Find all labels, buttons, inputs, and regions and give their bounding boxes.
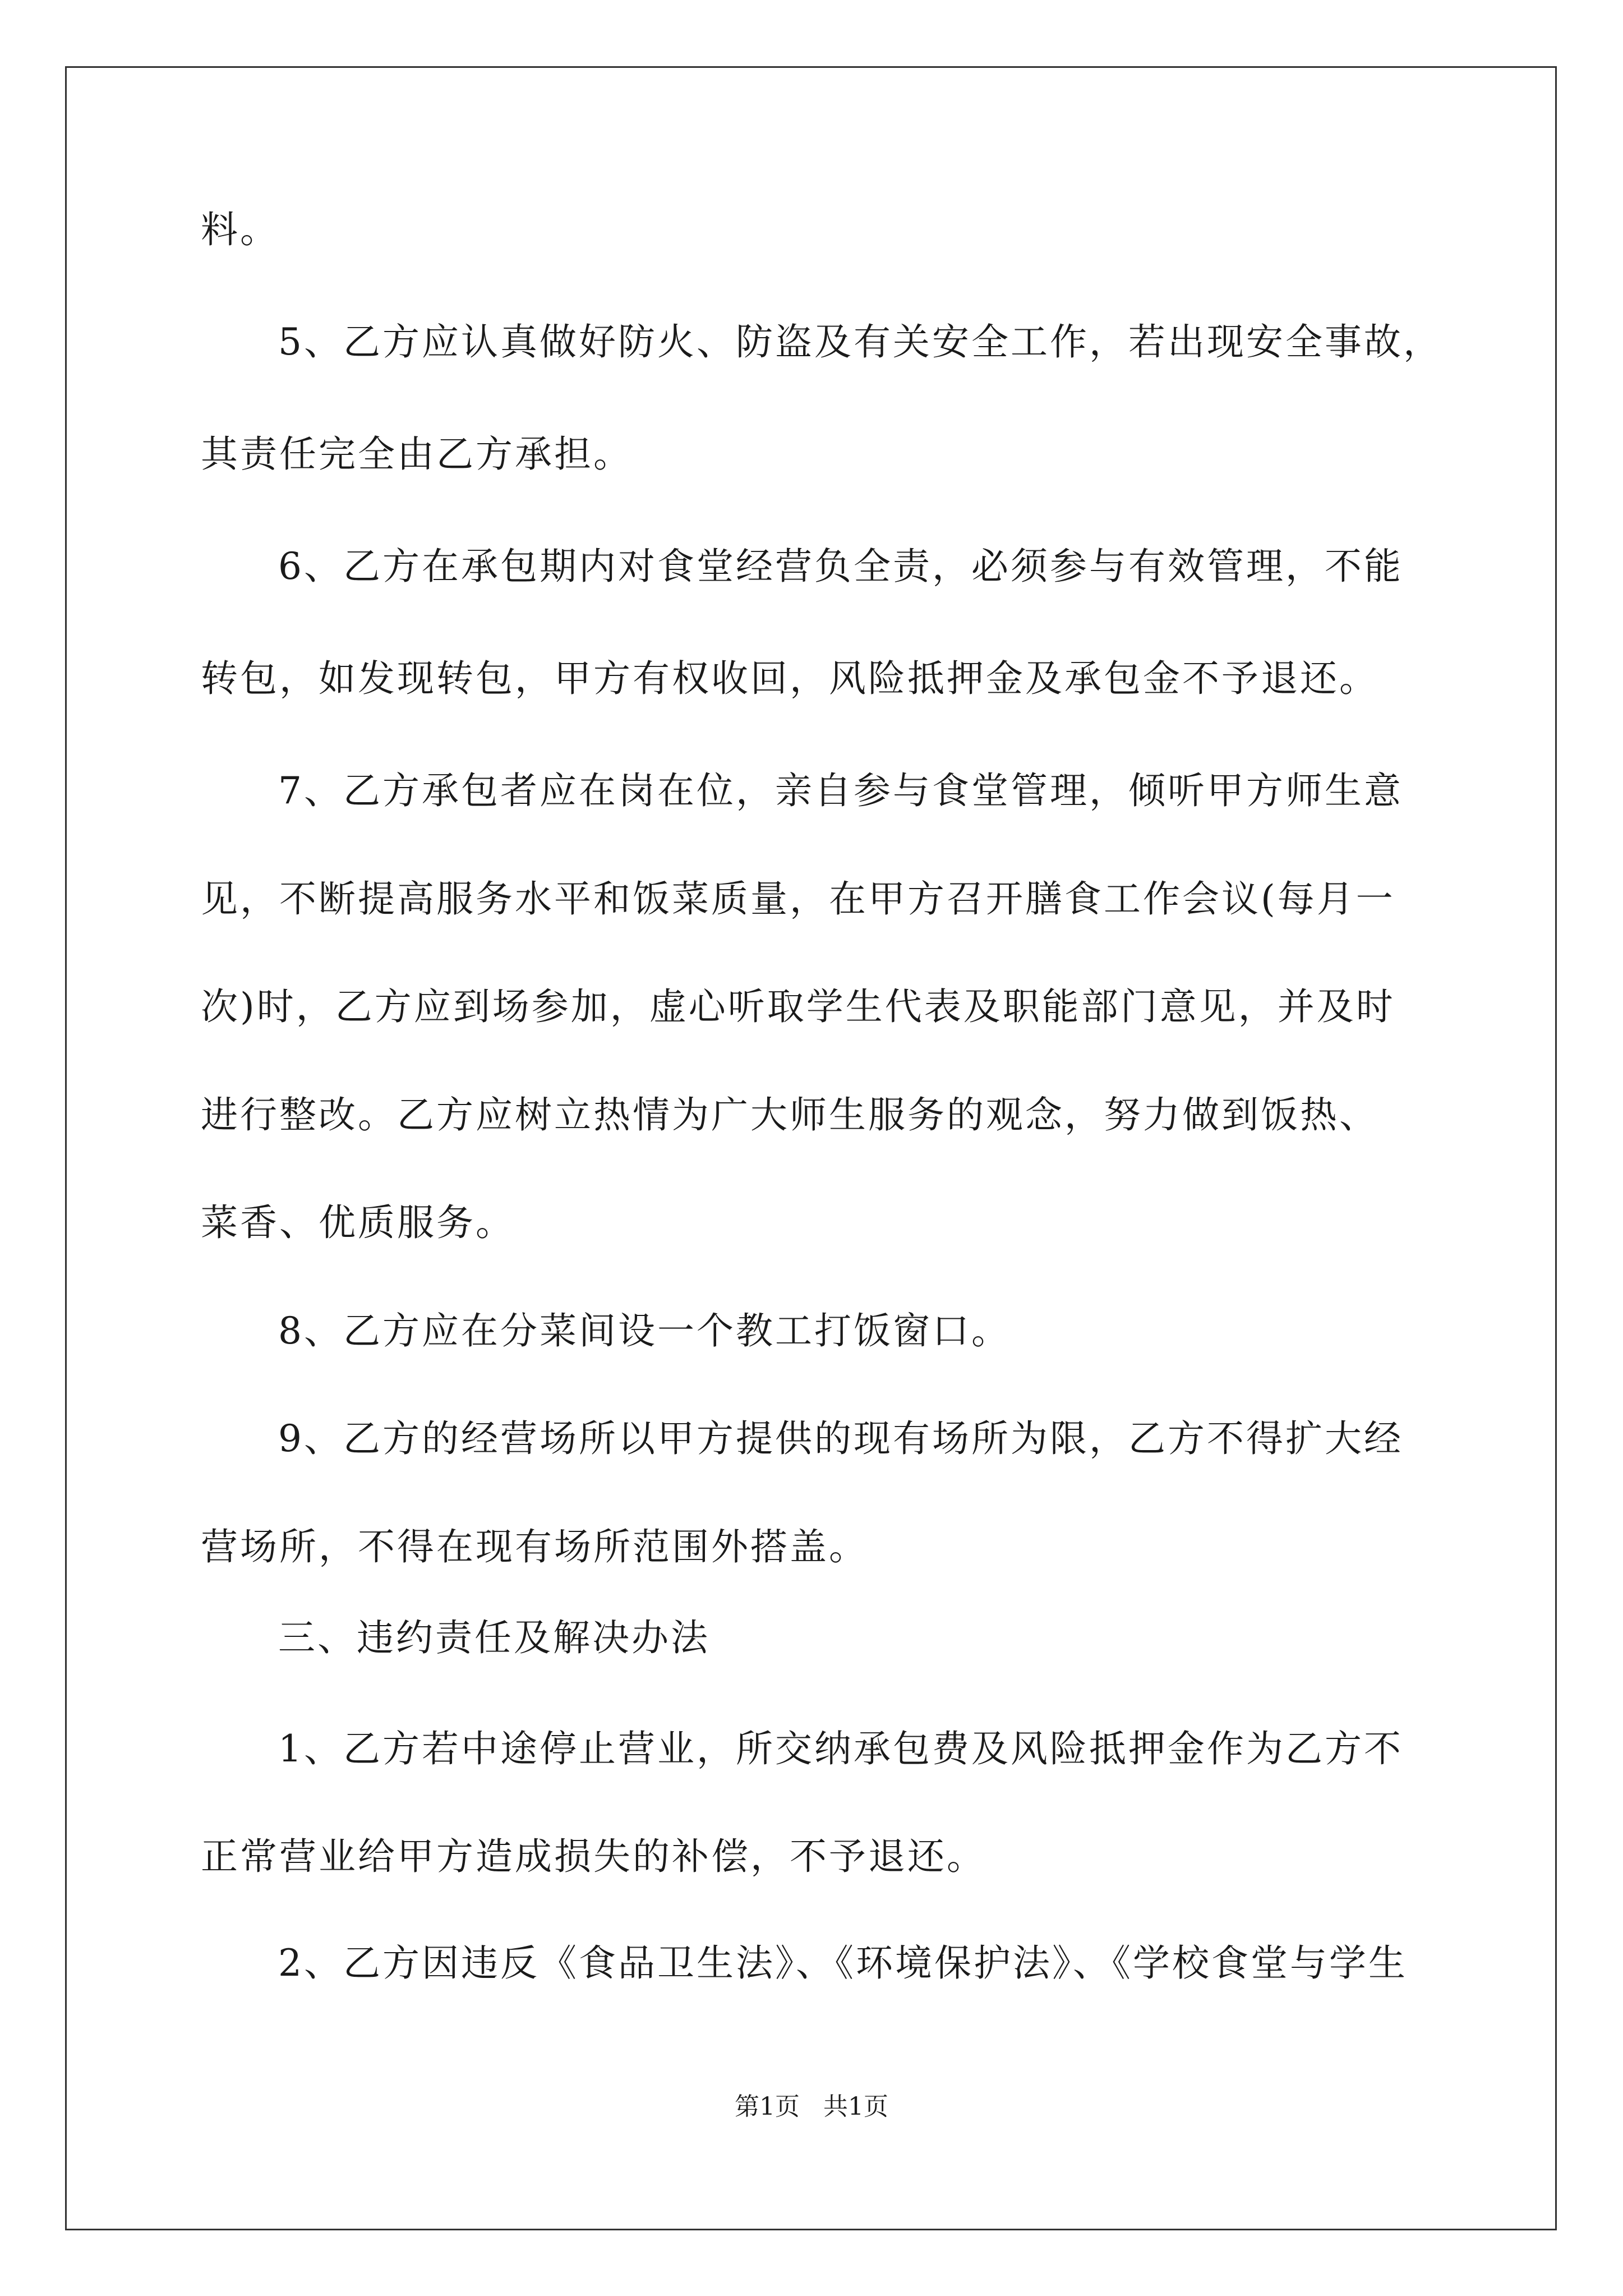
paragraph-line: 其责任完全由乙方承担。 <box>201 432 633 476</box>
section-heading: 三、违约责任及解决办法 <box>278 1616 710 1659</box>
paragraph-line: 1、乙方若中途停止营业，所交纳承包费及风险抵押金作为乙方不 <box>278 1727 1403 1770</box>
paragraph-line: 9、乙方的经营场所以甲方提供的现有场所为限，乙方不得扩大经 <box>278 1417 1403 1460</box>
paragraph-line: 6、乙方在承包期内对食堂经营负全责，必须参与有效管理，不能 <box>278 545 1403 588</box>
paragraph-line: 次)时，乙方应到场参加，虚心听取学生代表及职能部门意见，并及时 <box>201 985 1395 1028</box>
paragraph-line: 菜香、优质服务。 <box>201 1201 515 1244</box>
paragraph-line: 料。 <box>201 208 279 251</box>
paragraph-line: 转包，如发现转包，甲方有权收回，风险抵押金及承包金不予退还。 <box>201 657 1378 700</box>
paragraph-line: 见，不断提高服务水平和饭菜质量，在甲方召开膳食工作会议(每月一 <box>201 877 1395 921</box>
paragraph-line: 进行整改。乙方应树立热情为广大师生服务的观念，努力做到饭热、 <box>201 1093 1378 1137</box>
paragraph-line: 2、乙方因违反《食品卫生法》、《环境保护法》、《学校食堂与学生 <box>278 1941 1408 1985</box>
paragraph-line: 正常营业给甲方造成损失的补偿，不予退还。 <box>201 1835 986 1878</box>
paragraph-line: 营场所，不得在现有场所范围外搭盖。 <box>201 1525 868 1568</box>
paragraph-line: 7、乙方承包者应在岗在位，亲自参与食堂管理，倾听甲方师生意 <box>278 769 1403 812</box>
paragraph-line: 8、乙方应在分菜间设一个教工打饭窗口。 <box>278 1309 1011 1352</box>
page-number-footer: 第1页 共1页 <box>735 2092 888 2121</box>
page-frame <box>65 66 1557 2230</box>
paragraph-line: 5、乙方应认真做好防火、防盗及有关安全工作，若出现安全事故， <box>278 320 1442 364</box>
